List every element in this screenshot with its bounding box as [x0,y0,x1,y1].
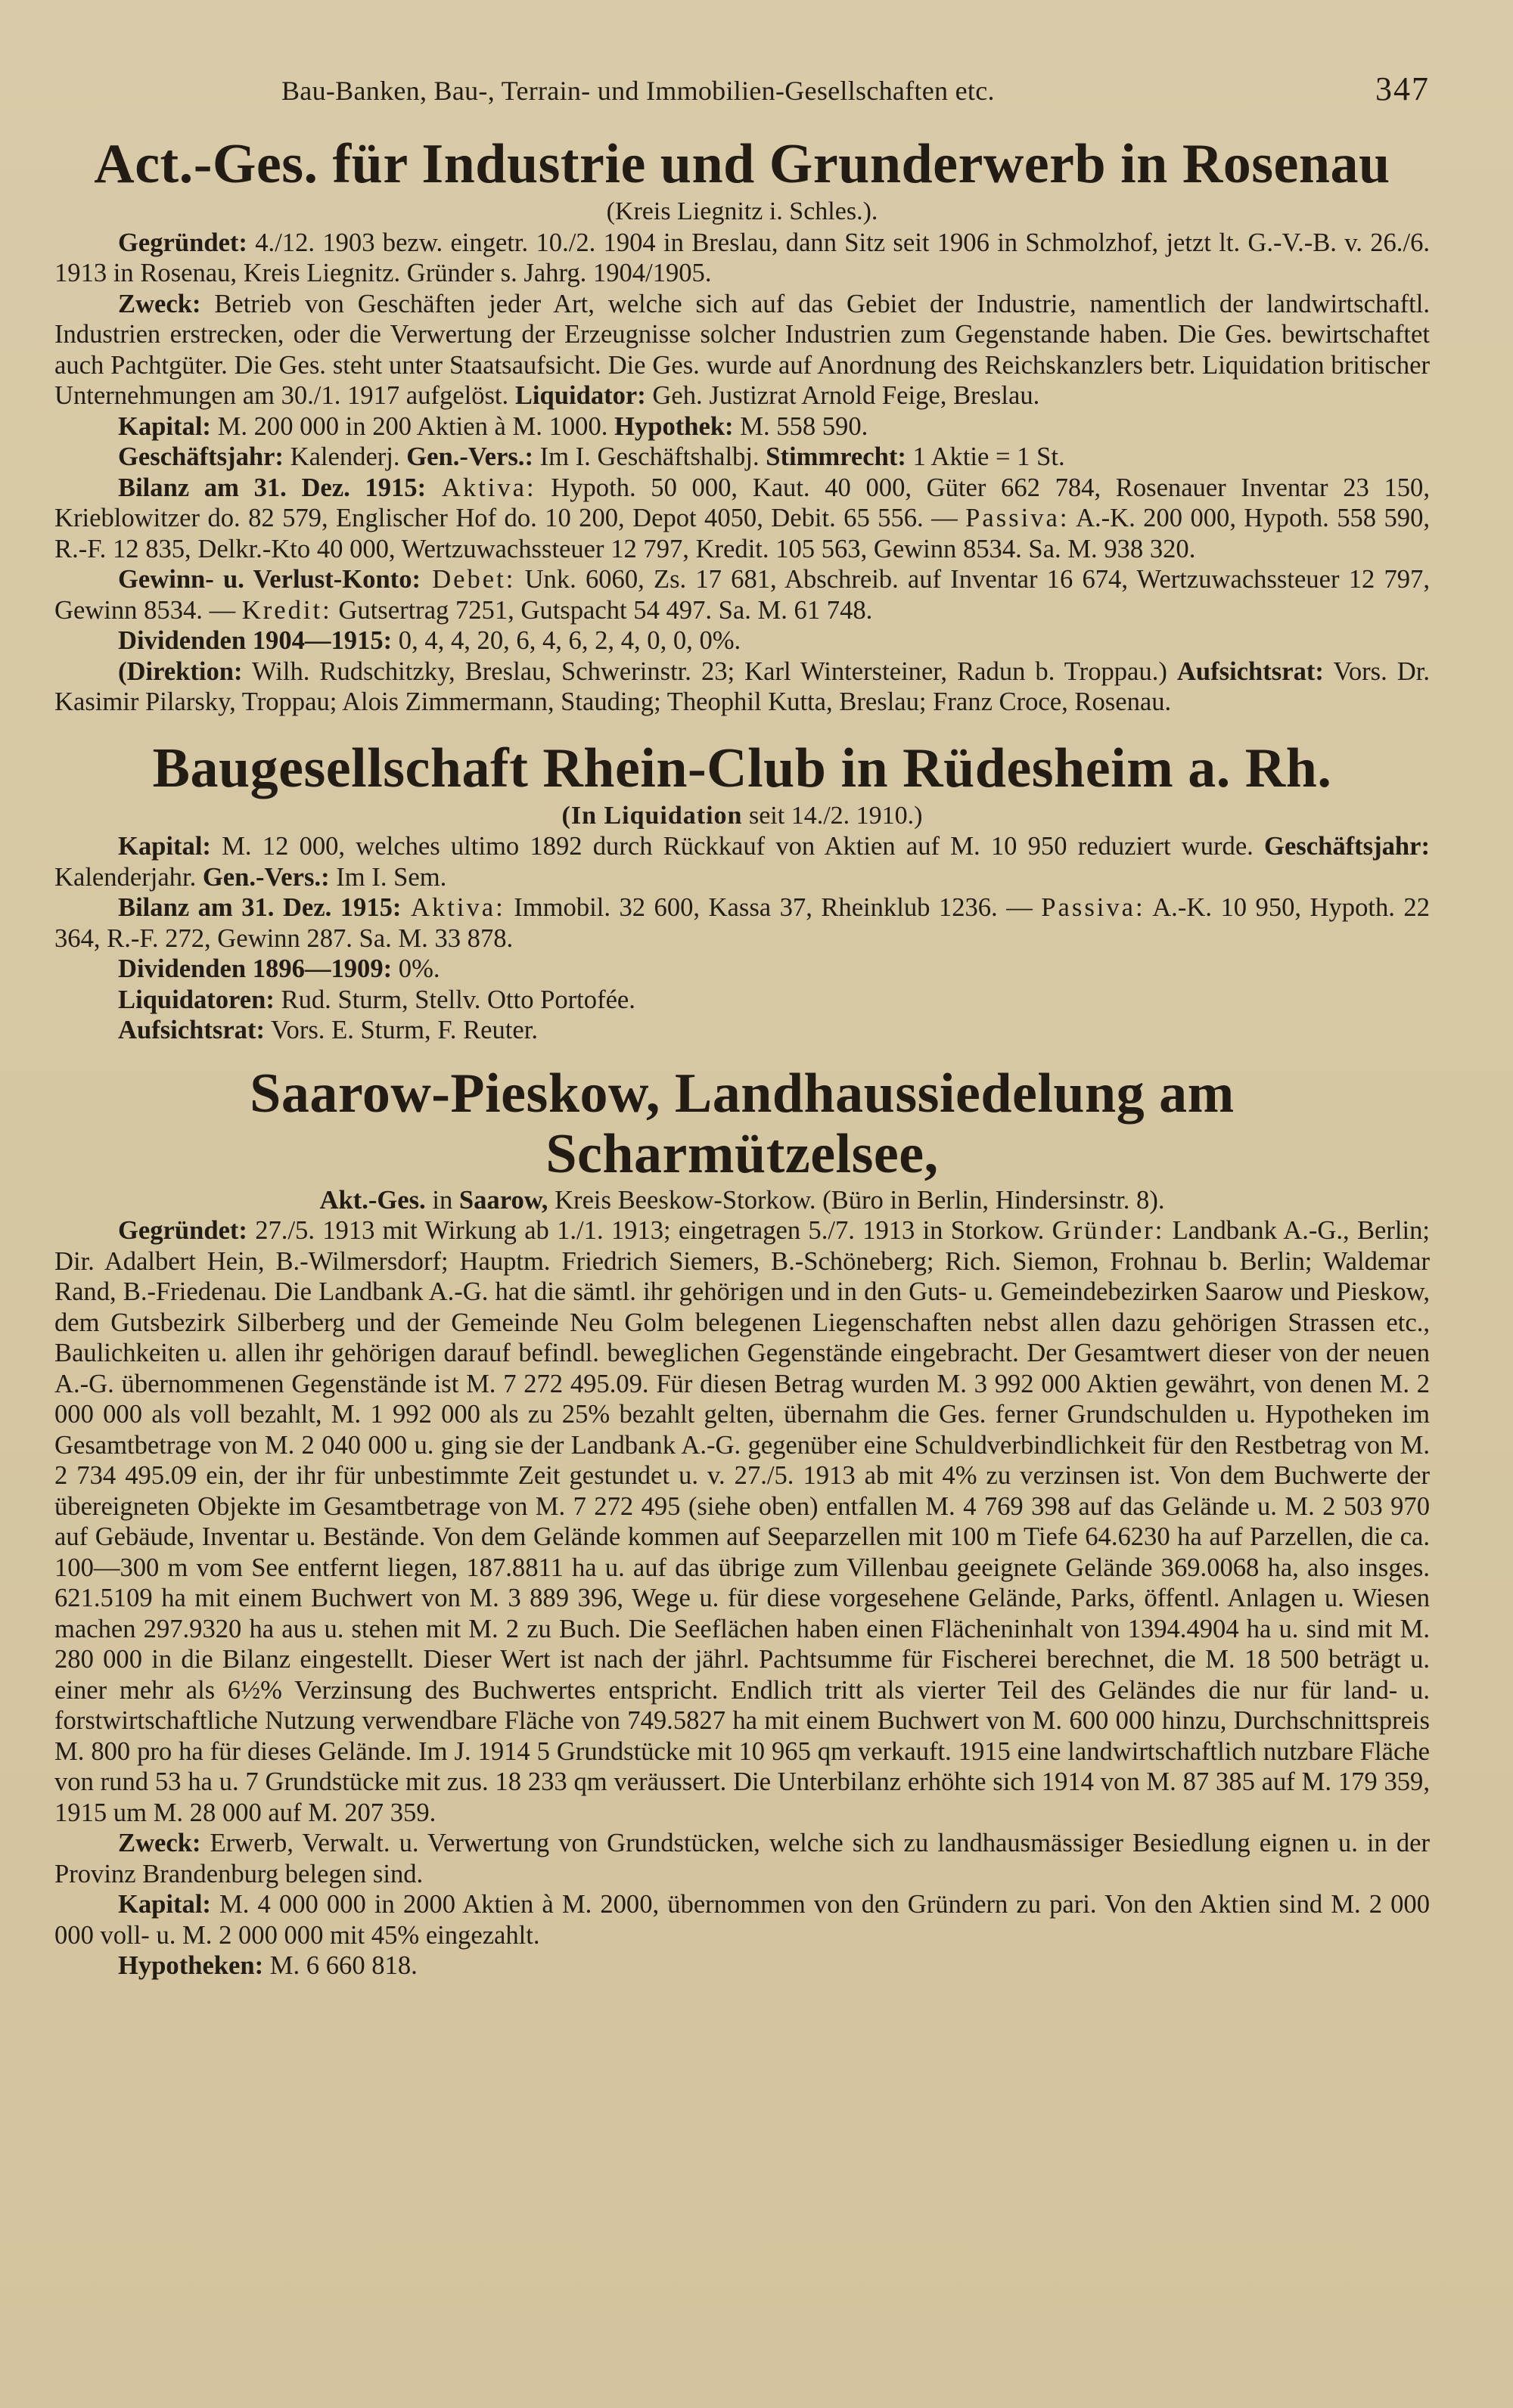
field-label: (Direktion: [118,656,243,686]
entry-paragraph [54,564,1430,625]
field-text: Kalenderj. [283,442,407,472]
company-entry-rosenau [54,135,1430,718]
field-text: Hypoth. 50 000, Kaut. 40 000, Güter 662 784, Rosenauer Inventar 23 150, Krieblowitzer do. 82 579, Englischer Hof do. 10 200, Depot 4050, Debit. 65 556. — [54,473,1430,533]
field-label: Bilanz am 31. Dez. 1915: [118,893,402,923]
field-label: Zweck: [118,1829,201,1858]
field-label: Aufsichtsrat: [1176,656,1324,686]
entry-paragraph [54,1015,1430,1046]
field-text: M. 12 000, welches ultimo 1892 durch Rückkauf von Aktien auf M. 10 950 reduziert wurde. [210,832,1265,861]
field-text: Erwerb, Verwalt. u. Verwertung von Grundstücken, welche sich zu landhausmässiger Besiedlung eignen u. in der Provinz Brandenburg belegen sind. [54,1829,1430,1888]
entry-body [54,1215,1430,1981]
entry-paragraph [54,954,1430,985]
spaced-label: Aktiva: [426,473,536,502]
field-text: Gutsertrag 7251, Gutspacht 54 497. Sa. M. 61 748. [331,595,873,625]
entry-paragraph [54,831,1430,892]
field-label: Zweck: [118,289,201,318]
field-text: Landbank A.-G., Berlin; Dir. Adalbert Hein, B.-Wilmersdorf; Hauptm. Friedrich Siemers, B.-Schöneberg; Rich. Siemon, Frohnau b. Berlin; Waldemar Rand, B.-Friedenau. Die Landbank A.-G. hat die sämtl. ihr gehörigen und in den Guts- u. Gemeindebezirken Saarow und Pieskow, dem Gutsbezirk Silberberg und der Gemeinde Neu Golm belegenen Liegenschaften nebst allen dazu gehörigen Strassen etc., Baulichkeiten u. allen ihr gehörigen darauf befindl. beweglichen Gegenstände eingebracht. Der Gesamtwert dieser von der neuen A.-G. übernommenen Gegenstände ist M. 7 272 495.09. Für diesen Betrag wurden M. 3 992 000 Aktien gewährt, von denen M. 2 000 000 als voll bezahlt, M. 1 992 000 als zu 25% bezahlt gelten, übernahm die Ges. ferner Grundschulden u. Hypotheken im Gesamtbetrage von M. 2 040 000 u. ging sie der Landbank A.-G. gegenüber eine Schuldverbindlichkeit für den Restbetrag von M. 2 734 495.09 ein, der ihr für unbestimmte Zeit gestundet u. v. 27./5. 1913 ab mit 4% zu verzinsen ist. Von dem Buchwerte der übereigneten Objekte im Gesamtbetrage von M. 7 272 495 (siehe oben) entfallen M. 4 769 398 auf das Gelände u. M. 2 503 970 auf Gebäude, Inventar u. Bestände. Von dem Gelände kommen auf Seeparzellen mit 100 m Tiefe 64.6230 ha auf Parzellen, die ca. 100—300 m vom See entfernt liegen, 187.8811 ha u. auf das übrige zum Villenbau geeignete Gelände 369.0068 ha, also insges. 621.5109 ha mit einem Buchwert von M. 3 889 396, Wege u. für diese vorgesehene Gelände, Parks, öffentl. Anlagen u. Wiesen machen 297.9320 ha aus u. stehen mit M. 2 zu Buch. Die Seeflächen haben einen Flächeninhalt von 1394.4904 ha u. sind mit M. 280 000 in die Bilanz eingestellt. Dieser Wert ist nach der jährl. Pachtsumme für Fischerei berechnet, die M. 18 500 beträgt u. einer mehr als 6½% Verzinsung des Buchwertes entspricht. Endlich tritt als vierter Teil des Geländes die nur für land- u. forstwirtschaftliche Nutzung verwendbare Fläche von 749.5827 ha mit einem Buchwert von M. 600 000 hinzu, Durchschnittspreis M. 800 pro ha für dieses Gelände. Im J. 1914 5 Grundstücke mit 10 965 qm verkauft. 1915 eine landwirtschaftlich nutzbare Fläche von rund 53 ha u. 7 Grundstücke mit zus. 18 233 qm veräussert. Die Unterbilanz erhöhte sich 1914 von M. 87 385 auf M. 179 359, 1915 um M. 28 000 auf M. 207 359. [54,1216,1430,1827]
field-text: Rud. Sturm, Stellv. Otto Portofée. [274,985,635,1014]
field-text: A.-K. 200 000, Hypoth. 558 590, R.-F. 12 835, Delkr.-Kto 40 000, Wertzuwachssteuer 12 797, Kredit. 105 563, Gewinn 8534. Sa. M. 938 320. [54,504,1430,563]
field-text: Kreis Beeskow-Storkow. (Büro in Berlin, Hindersinstr. 8). [548,1185,1165,1215]
field-text: M. 200 000 in 200 Aktien à M. 1000. [210,411,615,441]
liquidation-date: seit 14./2. 1910.) [742,801,923,830]
entry-paragraph [54,1215,1430,1828]
page-number: 347 [1375,70,1430,107]
field-text: M. 4 000 000 in 2000 Aktien à M. 2000, übernommen von den Gründern zu pari. Von den Aktien sind M. 2 000 000 voll- u. M. 2 000 000 mit 45% eingezahlt. [54,1890,1430,1950]
field-text: A.-K. 10 950, Hypoth. 22 364, R.-F. 272, Gewinn 287. Sa. M. 33 878. [54,893,1430,953]
field-label: Stimmrecht: [766,442,906,472]
spaced-label: Passiva: [965,504,1070,533]
field-label: Gewinn- u. Verlust-Konto: [118,565,421,594]
field-text: Geh. Justizrat Arnold Feige, Breslau. [645,381,1040,411]
field-label: Gegründet: [118,1216,247,1246]
field-text: 27./5. 1913 mit Wirkung ab 1./1. 1913; eingetragen 5./7. 1913 in Storkow. [247,1216,1052,1246]
field-text: M. 558 590. [733,411,868,441]
entry-paragraph [54,625,1430,656]
entry-paragraph [54,1185,1430,1216]
field-text: 1 Aktie = 1 St. [906,442,1065,472]
field-label: Hypotheken: [118,1951,264,1981]
field-text: in [425,1185,459,1215]
field-text: Immobil. 32 600, Kassa 37, Rheinklub 1236. — [505,893,1042,923]
liquidation-label: (In Liquidation [561,801,743,830]
spaced-label: Passiva: [1041,893,1145,923]
field-label: Kapital: [118,1890,211,1919]
entry-paragraph [54,1889,1430,1950]
entry-paragraph [54,473,1430,565]
field-text: 4./12. 1903 bezw. eingetr. 10./2. 1904 in Breslau, dann Sitz seit 1906 in Schmolzhof, jetzt lt. G.-V.-B. v. 26./6. 1913 in Rosenau, Kreis Liegnitz. Gründer s. Jahrg. 1904/1905. [54,228,1430,288]
spaced-label: Aktiva: [401,893,505,923]
entry-paragraph [54,442,1430,473]
field-label: Geschäftsjahr: [118,442,284,472]
field-text: M. 6 660 818. [263,1951,418,1981]
entry-paragraph [54,1950,1430,1981]
field-label: Bilanz am 31. Dez. 1915: [118,473,427,502]
field-label: Aufsichtsrat: [118,1016,265,1045]
company-subtitle: (Kreis Liegnitz i. Schles.). [606,197,878,225]
field-text: Betrieb von Geschäften jeder Art, welche sich auf das Gebiet der Industrie, namentlich der landwirtschaftl. Industrien erstrecken, oder die Verwertung der Erzeugnisse solcher Industrien zum Gegenstande haben. Die Ges. bewirtschaftet auch Pachtgüter. Die Ges. steht unter Staatsaufsicht. Die Ges. wurde auf Anordnung des Reichskanzlers betr. Liquidation britischer Unternehmungen am 30./1. 1917 aufgelöst. [54,289,1430,411]
field-text: Vors. Dr. Kasimir Pilarsky, Troppau; Alois Zimmermann, Stauding; Theophil Kutta, Breslau; Franz Croce, Rosenau. [54,656,1430,717]
entry-paragraph [54,892,1430,954]
field-label: Gen.-Vers.: [202,862,330,892]
company-title: Saarow-Pieskow, Landhaussiedelung am Scharmützelsee, [250,1062,1235,1185]
field-text: 0%. [392,954,440,984]
running-title: Bau-Banken, Bau-, Terrain- und Immobilien-Gesellschaften etc. [281,76,995,106]
field-text: 0, 4, 4, 20, 6, 4, 6, 2, 4, 0, 0, 0%. [392,626,741,656]
entry-body [54,228,1430,718]
field-label: Gen.-Vers.: [406,442,533,472]
field-text: Vors. E. Sturm, F. Reuter. [265,1016,538,1045]
field-text: Im I. Geschäftshalbj. [533,442,766,472]
field-text: Unk. 6060, Zs. 17 681, Abschreib. auf Inventar 16 674, Wertzuwachssteuer 12 797, Gewinn 8534. — [54,565,1430,625]
field-label: Liquidator: [514,381,646,411]
company-title: Baugesellschaft Rhein-Club in Rüdesheim a. Rh. [152,737,1332,799]
spaced-label: Kredit: [241,595,332,625]
company-subtitle [54,801,1430,832]
field-text: Wilh. Rudschitzky, Breslau, Schwerinstr. 23; Karl Wintersteiner, Radun b. Troppau.) [242,656,1177,686]
field-label: Kapital: [118,832,211,861]
running-header [54,70,1430,115]
field-label: Kapital: [118,411,211,441]
field-text: Im I. Sem. [329,862,447,892]
entry-paragraph [54,411,1430,442]
company-entry-saarow [54,1064,1430,1981]
entry-paragraph [54,1828,1430,1889]
field-label: Dividenden 1896—1909: [118,954,393,984]
field-label: Gegründet: [118,228,247,257]
entry-paragraph [54,228,1430,289]
entry-body [54,831,1430,1046]
spaced-label: Gründer: [1052,1216,1165,1246]
field-label: Geschäftsjahr: [1264,832,1430,861]
field-label: Dividenden 1904—1915: [118,626,393,656]
field-label: Liquidatoren: [118,985,275,1014]
entry-paragraph [54,289,1430,411]
company-title: Act.-Ges. für Industrie und Grunderwerb in Rosenau [94,133,1390,195]
entry-paragraph [54,985,1430,1016]
spaced-label: Debet: [421,565,516,594]
field-label: Saarow, [458,1185,548,1215]
field-label: Akt.-Ges. [319,1185,426,1215]
entry-paragraph [54,656,1430,718]
company-entry-rhein-club [54,739,1430,1046]
field-text: Kalenderjahr. [54,862,203,892]
field-label: Hypothek: [614,411,734,441]
entry-intro [54,1185,1430,1216]
